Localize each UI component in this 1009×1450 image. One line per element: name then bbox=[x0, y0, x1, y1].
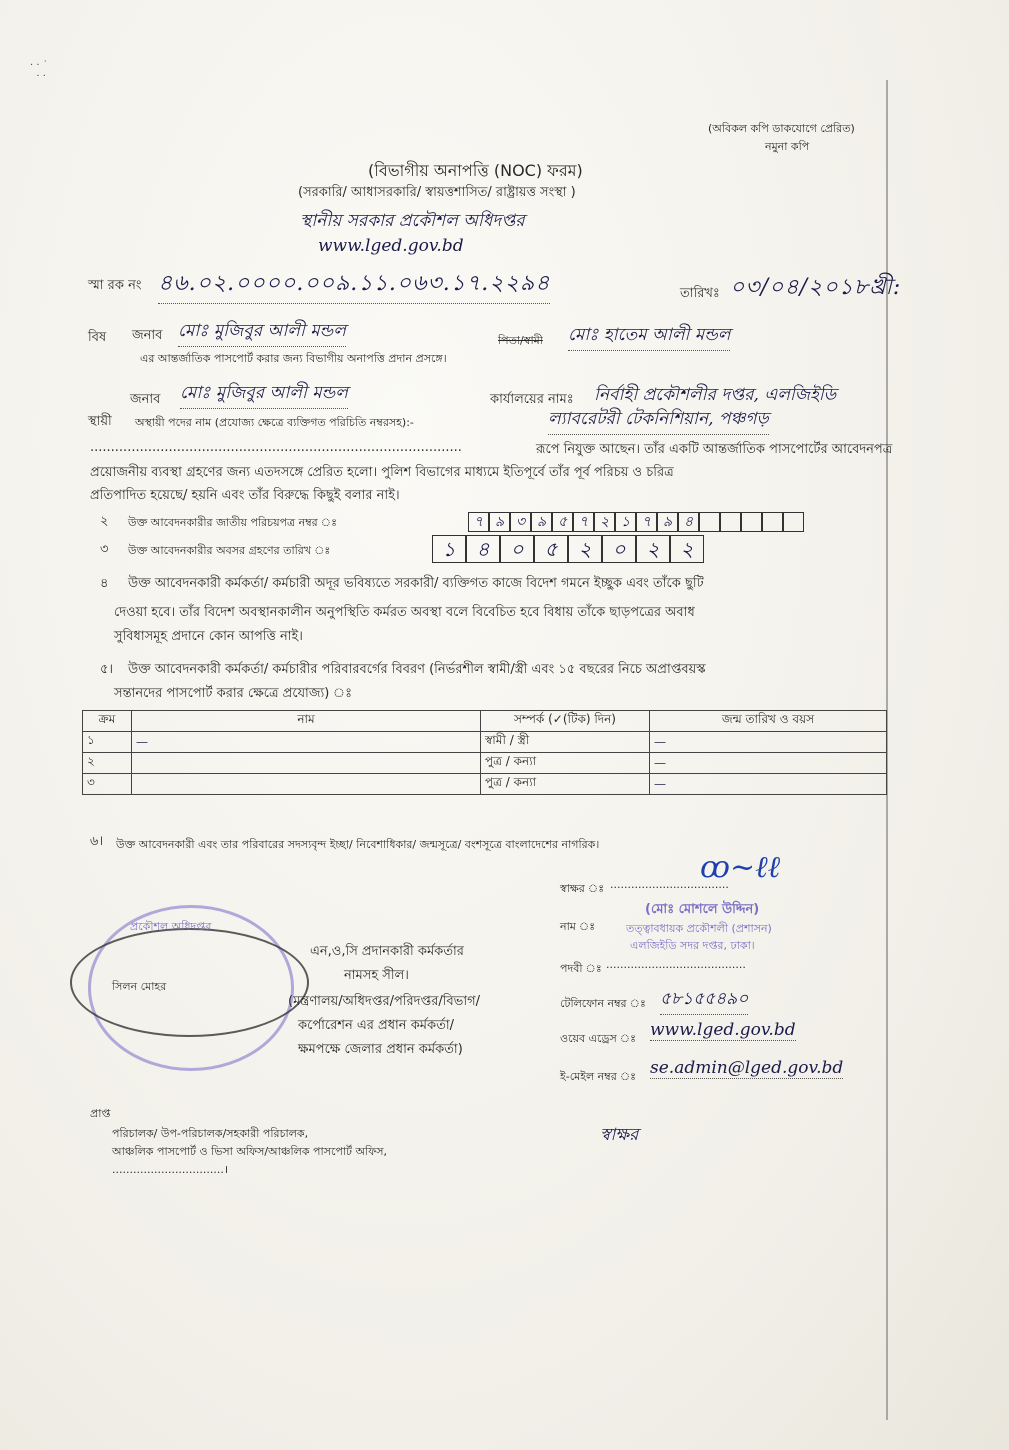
row-name bbox=[132, 774, 481, 795]
row-serial: ১ bbox=[83, 732, 132, 753]
org-web-handwritten: www.lged.gov.bd bbox=[318, 236, 464, 256]
stamp-title: তত্ত্বাবধায়ক প্রকৌশলী (প্রশাসন) bbox=[626, 922, 772, 935]
designation: ল্যাবরেটরী টেকনিশিয়ান, পঞ্চগড় bbox=[548, 406, 769, 435]
nid-digit-boxes bbox=[468, 512, 804, 532]
authority-line4: কর্পোরেশন এর প্রধান কর্মকর্তা/ bbox=[298, 1018, 455, 1033]
row-relation: পুত্র / কন্যা bbox=[481, 774, 650, 795]
name-label: নাম ঃ bbox=[560, 920, 596, 933]
digit-box: ১ bbox=[615, 512, 636, 532]
sign-label: স্বাক্ষর ঃ bbox=[560, 882, 605, 895]
digit-box: ৫ bbox=[534, 535, 568, 563]
row-serial: ২ bbox=[83, 753, 132, 774]
item6-text: উক্ত আবেদনকারী এবং তার পরিবারের সদস্যবৃন্দ ইচ্ছা/ নিবেশাধিকার/ জন্মসূত্রে/ বংশসূত্রে বাংলাদেশের নাগরিক। bbox=[116, 838, 600, 851]
col-serial: ক্রম bbox=[83, 711, 132, 732]
memo-date: ০৩/০৪/২০১৮খ্রী: bbox=[730, 275, 902, 300]
item5-number: ৫। bbox=[100, 662, 114, 677]
body-name-label: জনাব bbox=[130, 392, 161, 407]
org-types: (সরকারি/ আধাসরকারি/ স্বায়ত্তশাসিত/ রাষ্ট্রায়ত্ত সংস্থা ) bbox=[298, 185, 576, 200]
email-address: se.admin@lged.gov.bd bbox=[650, 1058, 844, 1078]
digit-box: ৪ bbox=[466, 535, 500, 563]
form-title: (বিভাগীয় অনাপত্তি (NOC) ফরম) bbox=[368, 161, 583, 180]
recipient-label: প্রাপ্ত bbox=[90, 1107, 111, 1120]
date-label: তারিখঃ bbox=[680, 286, 720, 301]
web-label: ওয়েব এড্রেস ঃ bbox=[560, 1032, 636, 1045]
applicant-name: মোঃ মুজিবুর আলী মন্ডল bbox=[178, 318, 346, 347]
web-address: www.lged.gov.bd bbox=[650, 1020, 796, 1040]
recipient-line2: আঞ্চলিক পাসপোর্ট ও ভিসা অফিস/আঞ্চলিক পাসপোর্ট অফিস, bbox=[112, 1145, 387, 1158]
father-name: মোঃ হাতেম আলী মন্ডল bbox=[568, 322, 730, 351]
father-label: পিতা/স্বামী bbox=[498, 334, 543, 347]
copy-note-line1: (অবিকল কপি ডাকযোগে প্রেরিত) bbox=[708, 122, 855, 135]
digit-box: ২ bbox=[594, 512, 615, 532]
designation-label: অস্থায়ী পদের নাম (প্রযোজ্য ক্ষেত্রে ব্যক্তিগত পরিচিতি নম্বরসহ):- bbox=[135, 416, 414, 429]
digit-box: ২ bbox=[636, 535, 670, 563]
sign-dots: .................................. bbox=[610, 878, 729, 891]
authority-line5: ক্ষমপক্ষে জেলার প্রধান কর্মকর্তা) bbox=[298, 1042, 463, 1057]
bottom-signature: স্বাক্ষর bbox=[600, 1125, 639, 1145]
authority-line2: নামসহ সীল। bbox=[344, 968, 409, 983]
digit-box: ৭ bbox=[573, 512, 594, 532]
digit-box: ৫ bbox=[552, 512, 573, 532]
table-row bbox=[83, 774, 887, 795]
body-line3: রূপে নিযুক্ত আছেন। তাঁর একটি আন্তর্জাতিক পাসপোর্টের আবেদনপত্র bbox=[536, 442, 893, 457]
row-dob: — bbox=[650, 732, 887, 753]
digit-box bbox=[699, 512, 720, 532]
digit-box bbox=[741, 512, 762, 532]
digit-box: ০ bbox=[500, 535, 534, 563]
retirement-date-boxes bbox=[432, 535, 704, 563]
digit-box: ৯ bbox=[657, 512, 678, 532]
body-line5: প্রতিপাদিত হয়েছে/ হয়নি এবং তাঁর বিরুদ্ধে কিছুই বলার নাই। bbox=[90, 488, 400, 503]
row-name: — bbox=[132, 732, 481, 753]
office-label: কার্যালয়ের নামঃ bbox=[490, 392, 574, 407]
phone-label: টেলিফোন নম্বর ঃ bbox=[560, 997, 646, 1010]
table-row bbox=[83, 732, 887, 753]
digit-box: ৯ bbox=[531, 512, 552, 532]
post-dots: ........................................ bbox=[606, 958, 746, 971]
row-dob: — bbox=[650, 774, 887, 795]
digit-box: ৩ bbox=[510, 512, 531, 532]
stamp-office: এলজিইডি সদর দপ্তর, ঢাকা। bbox=[630, 939, 755, 952]
digit-box: ০ bbox=[602, 535, 636, 563]
item4-line2: দেওয়া হবে। তাঁর বিদেশ অবস্থানকালীন অনুপস্থিতি কর্মরত অবস্থা বলে বিবেচিত হবে বিধায় তাঁকে ছাড়পত্রের অবাধ bbox=[114, 605, 695, 620]
item4-number: ৪ bbox=[100, 576, 109, 591]
email-label: ই-মেইল নম্বর ঃ bbox=[560, 1070, 636, 1083]
speckle-marks: · · ˙ · · bbox=[30, 60, 48, 82]
memo-prefix: স্মা রক নং bbox=[88, 278, 142, 293]
seal-ring-text: প্রকৌশল অধিদপ্তর bbox=[130, 920, 212, 933]
item5-line2: সন্তানদের পাসপোর্ট করার ক্ষেত্রে প্রযোজ্য) ঃ bbox=[114, 686, 353, 701]
dotted-blank: .......................................................................................... bbox=[90, 440, 462, 455]
item5-line1: উক্ত আবেদনকারী কর্মকর্তা/ কর্মচারীর পরিবারবর্গের বিবরণ (নির্ভরশীল স্বামী/স্ত্রী এবং ১৫ বছরের নিচে অপ্রাপ্তবয়স্ক bbox=[128, 662, 706, 677]
item3-number: ৩ bbox=[100, 542, 109, 557]
post-label: পদবী ঃ bbox=[560, 962, 602, 975]
body-line4: প্রয়োজনীয় ব্যবস্থা গ্রহণের জন্য এতদসঙ্গে প্রেরিত হলো। পুলিশ বিভাগের মাধ্যমে ইতিপূর্বে তাঁর পূর্ব পরিচয় ও চরিত্র bbox=[90, 465, 674, 480]
row-relation: পুত্র / কন্যা bbox=[481, 753, 650, 774]
org-name-handwritten: স্থানীয় সরকার প্রকৌশল অধিদপ্তর bbox=[300, 211, 525, 231]
digit-box bbox=[720, 512, 741, 532]
digit-box: ১ bbox=[432, 535, 466, 563]
digit-box bbox=[762, 512, 783, 532]
recipient-line3: ................................। bbox=[112, 1163, 229, 1176]
seal-ellipse bbox=[70, 928, 309, 1037]
copy-note-line2: নমুনা কপি bbox=[765, 140, 810, 153]
item2-number: ২ bbox=[100, 514, 109, 529]
recipient-line1: পরিচালক/ উপ-পরিচালক/সহকারী পরিচালক, bbox=[112, 1127, 309, 1140]
row-relation: স্বামী / স্ত্রী bbox=[481, 732, 650, 753]
digit-box: ৪ bbox=[678, 512, 699, 532]
digit-box bbox=[783, 512, 804, 532]
table-row bbox=[83, 753, 887, 774]
digit-box: ৯ bbox=[489, 512, 510, 532]
subject-purpose: এর আন্তর্জাতিক পাসপোর্ট করার জন্য বিভাগীয় অনাপত্তি প্রদান প্রসঙ্গে। bbox=[140, 352, 447, 365]
body-name: মোঃ মুজিবুর আলী মন্ডল bbox=[180, 380, 348, 409]
subject-name-label: জনাব bbox=[132, 328, 163, 343]
stamp-name: (মোঃ মোশলে উদ্দিন) bbox=[645, 902, 760, 917]
seal-center-text: সিলন মোহর bbox=[112, 980, 167, 993]
item4-line1: উক্ত আবেদনকারী কর্মকর্তা/ কর্মচারী অদূর ভবিষ্যতে সরকারী/ ব্যক্তিগত কাজে বিদেশ গমনে ইচ্ছুক এবং তাঁকে ছুটি bbox=[128, 576, 704, 591]
row-name bbox=[132, 753, 481, 774]
memo-number: ৪৬.০২.০০০০.০০৯.১১.০৬৩.১৭.২২৯৪ bbox=[158, 266, 550, 304]
office-name: নির্বাহী প্রকৌশলীর দপ্তর, এলজিইডি bbox=[594, 385, 837, 405]
authority-line1: এন,ও,সি প্রদানকারী কর্মকর্তার bbox=[310, 944, 464, 959]
signature-scribble: ꝏ~ℓℓ bbox=[700, 850, 781, 885]
digit-box: ২ bbox=[670, 535, 704, 563]
col-relation: সম্পর্ক (✓(টিক) দিন) bbox=[481, 711, 650, 732]
item3-text: উক্ত আবেদনকারীর অবসর গ্রহণের তারিখ ঃ bbox=[128, 544, 331, 557]
row-dob: — bbox=[650, 753, 887, 774]
family-table-header bbox=[83, 711, 887, 732]
digit-box: ২ bbox=[568, 535, 602, 563]
authority-line3: (মন্ত্রণালয়/অধিদপ্তর/পরিদপ্তর/বিভাগ/ bbox=[288, 994, 481, 1009]
col-dob: জন্ম তারিখ ও বয়স bbox=[650, 711, 887, 732]
col-name: নাম bbox=[132, 711, 481, 732]
designation-prefix: স্থায়ী bbox=[88, 414, 112, 429]
digit-box: ৭ bbox=[468, 512, 489, 532]
subject-prefix: বিষ bbox=[88, 330, 107, 345]
item4-line3: সুবিধাসমূহ প্রদানে কোন আপত্তি নাই। bbox=[114, 629, 303, 644]
phone-number: ৫৮১৫৫৪৯০ bbox=[660, 986, 748, 1015]
digit-box: ৭ bbox=[636, 512, 657, 532]
item6-number: ৬। bbox=[90, 834, 104, 849]
row-serial: ৩ bbox=[83, 774, 132, 795]
item2-text: উক্ত আবেদনকারীর জাতীয় পরিচয়পত্র নম্বর ঃ bbox=[128, 516, 337, 529]
family-table bbox=[82, 710, 887, 795]
